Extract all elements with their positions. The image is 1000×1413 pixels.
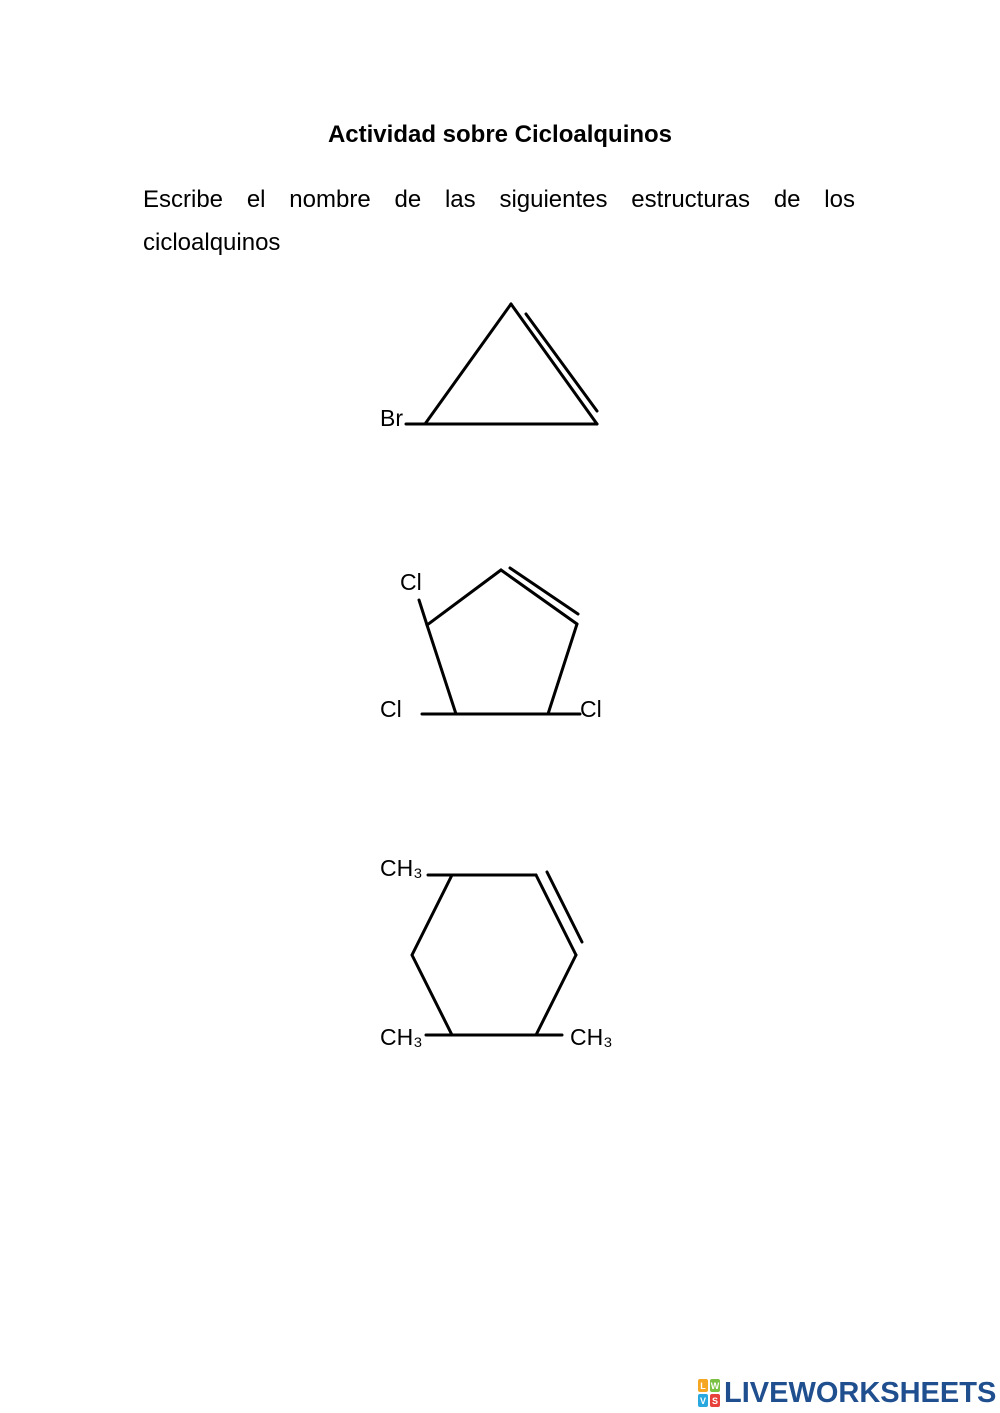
logo-tile: W <box>710 1380 720 1391</box>
substituent-label: CH₃ <box>380 855 423 881</box>
structure-3 <box>380 855 613 1050</box>
substituent-bond <box>419 600 427 625</box>
logo-tile: S <box>711 1395 718 1406</box>
ring-bonds <box>427 570 577 714</box>
logo-tile: L <box>698 1379 708 1392</box>
logo-tile: V <box>699 1395 706 1406</box>
structure-1 <box>380 304 597 431</box>
page-title: Actividad sobre Cicloalquinos <box>327 121 673 148</box>
brand-name: LIVEWORKSHEETS <box>724 1376 997 1409</box>
triple-bond-line-1 <box>511 304 597 424</box>
structure-2 <box>380 568 602 722</box>
triple-bond-line-2 <box>510 568 578 614</box>
substituent-label: CH₃ <box>570 1024 613 1050</box>
substituent-label: Cl <box>580 696 602 722</box>
instructions-text: Escribe el nombre de las siguientes estructuras de los cicloalquinos <box>143 186 855 256</box>
substituent-label: Cl <box>400 569 422 595</box>
substituent-label: Br <box>380 405 403 431</box>
liveworksheets-logo-icon <box>698 1379 720 1407</box>
liveworksheets-brand <box>698 1376 996 1410</box>
triple-bond-line-1 <box>501 570 577 624</box>
substituent-label: Cl <box>380 696 402 722</box>
triple-bond-line-2 <box>526 314 597 411</box>
ring-bonds <box>425 304 597 424</box>
substituent-label: CH₃ <box>380 1024 423 1050</box>
ring-bonds <box>412 875 576 1035</box>
